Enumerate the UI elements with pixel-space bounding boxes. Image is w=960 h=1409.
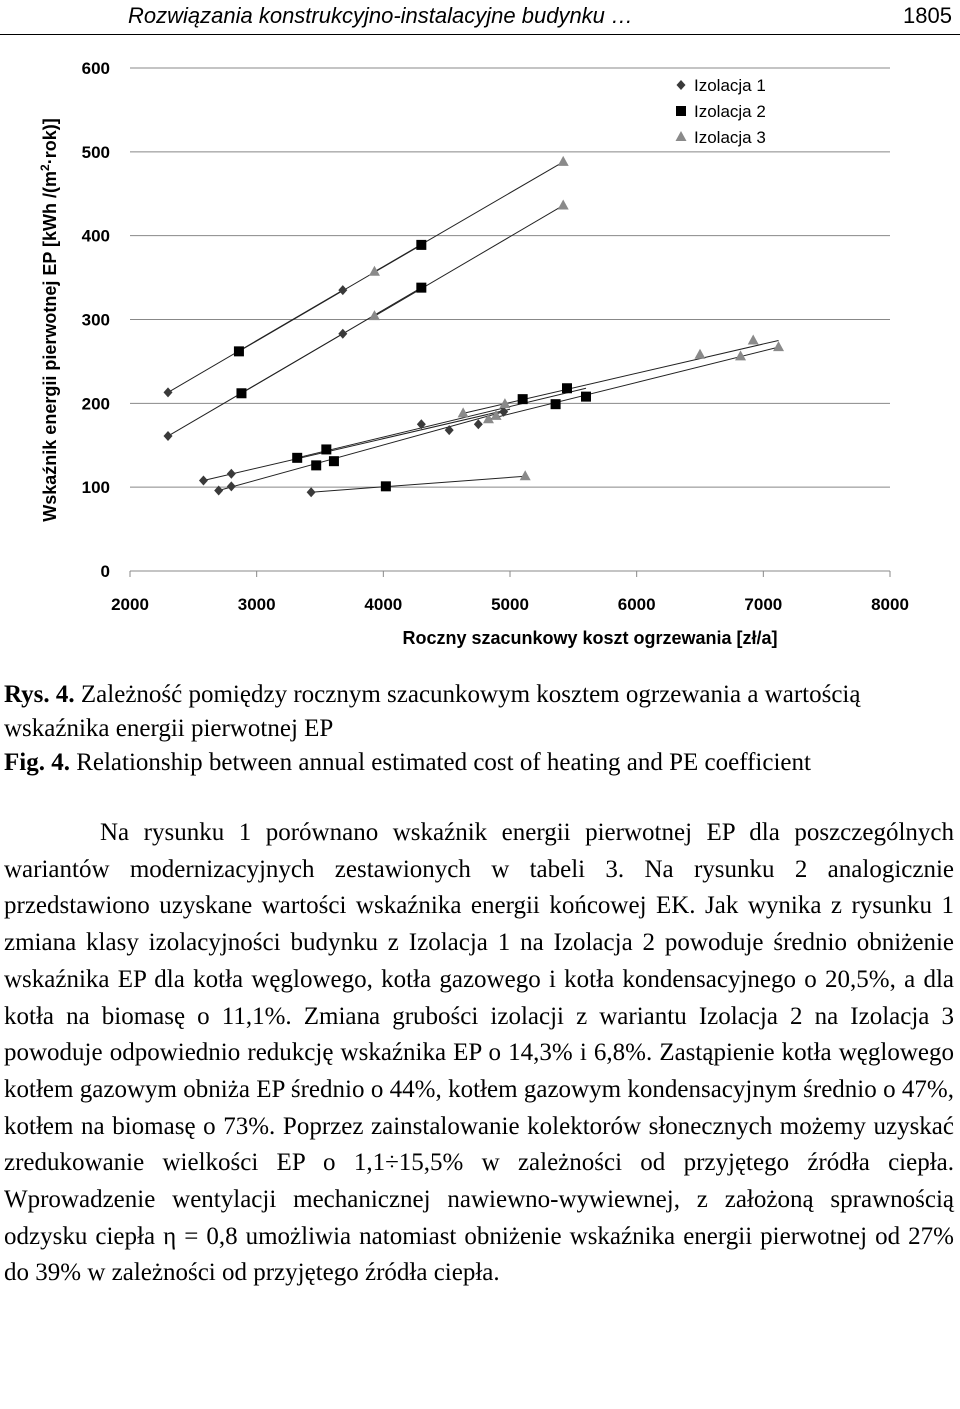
x-tick-6000: 6000: [617, 595, 656, 614]
point-series1-13: [499, 407, 508, 417]
legend: [676, 76, 766, 147]
legend-label-2: Izolacja 2: [694, 102, 766, 121]
point-series2-8: [416, 240, 426, 250]
caption-english: [4, 746, 954, 780]
trend-line-3: [203, 409, 510, 480]
point-series2-3: [292, 453, 302, 463]
legend-label-1: Izolacja 1: [694, 76, 766, 95]
x-tick-2000: 2000: [111, 595, 149, 614]
page-number: 1805: [903, 3, 952, 28]
point-series1-9: [338, 329, 347, 339]
axis-group: [130, 571, 890, 577]
y-axis-label-main: Wskaźnik energii pierwotnej EP [kWh /(m: [40, 170, 60, 522]
y-tick-500: 500: [81, 142, 110, 162]
y-axis-label-sup: 2: [38, 164, 52, 171]
trend-lines: [168, 162, 779, 492]
point-series1-11: [445, 425, 454, 435]
y-tick-200: 200: [81, 394, 110, 414]
point-series2-1: [234, 346, 244, 356]
tick-labels: [82, 59, 909, 614]
trend-line-7: [297, 388, 586, 458]
point-series2-10: [518, 394, 528, 404]
point-series3-10: [695, 349, 706, 359]
body-text: [4, 815, 954, 1292]
figure-caption: [4, 678, 954, 780]
x-tick-5000: 5000: [491, 595, 529, 614]
grid-lines: [130, 68, 890, 487]
point-series2-2: [236, 388, 246, 398]
point-series2-5: [321, 444, 331, 454]
point-series1-10: [417, 419, 426, 429]
point-series1-3: [199, 475, 208, 485]
figure-chart: [34, 50, 934, 660]
legend-marker-3: [676, 131, 687, 141]
running-header-title: Rozwiązania konstrukcyjno-instalacyjne budynku …: [128, 3, 634, 28]
point-series2-6: [329, 456, 339, 466]
point-series2-7: [381, 481, 391, 491]
point-series1-8: [338, 285, 347, 295]
point-series2-12: [562, 383, 572, 393]
y-tick-300: 300: [81, 310, 110, 330]
point-series2-4: [311, 460, 321, 470]
trend-line-4: [219, 412, 504, 491]
trend-line-11: [488, 347, 778, 419]
y-tick-100: 100: [81, 478, 110, 498]
trend-line-9: [374, 205, 563, 316]
x-tick-7000: 7000: [744, 595, 783, 614]
y-tick-400: 400: [81, 226, 110, 246]
point-series1-5: [227, 469, 236, 479]
point-series3-8: [558, 156, 569, 166]
caption-en-text: Relationship between annual estimated cost of heating and PE coefficient: [69, 749, 811, 776]
trend-line-8: [374, 162, 563, 272]
caption-pl-text: Zależność pomiędzy rocznym szacunkowym kosztem ogrzewania a wartością wskaźnika energii pierwotnej EP: [4, 681, 861, 742]
point-series1-1: [164, 387, 173, 397]
point-series2-13: [581, 392, 591, 402]
point-series2-11: [551, 399, 561, 409]
point-series1-12: [474, 419, 483, 429]
point-series3-7: [520, 470, 531, 480]
point-series3-9: [558, 199, 569, 209]
y-tick-0: 0: [100, 562, 110, 581]
x-axis-label: Roczny szacunkowy koszt ogrzewania [zł/a]: [402, 628, 778, 648]
caption-pl-label: Rys. 4.: [4, 681, 75, 708]
x-tick-3000: 3000: [237, 595, 276, 614]
point-series3-13: [773, 341, 784, 351]
data-points: [164, 156, 785, 497]
caption-en-label: Fig. 4.: [4, 749, 70, 776]
scatter-chart: [34, 50, 934, 660]
body-paragraph: Na rysunku 1 porównano wskaźnik energii pierwotnej EP dla poszczególnych wariantów modernizacyjnych zestawionych w tabeli 3. Na rysunku 2 analogicznie przedstawiono uzyskane wartości wskaźnika energii końcowej EK. Jak wynika z rysunku 1 zmiana klasy izolacyjności budynku z Izolacja 1 na Izolacja 2 powoduje średnio obniżenie wskaźnika EP dla kotła węglowego, kotła gazowego i kotła kondensacyjnego o 20,5%, a dla kotła na biomasę o 11,1%. Zmiana grubości izolacji z wariantu Izolacja 2 na Izolacja 3 powoduje odpowiednio redukcję wskaźnika EP o 14,3% i 6,8%. Zastąpienie kotła węglowego kotłem gazowym obniża EP średnio o 44%, kotłem gazowym kondensacyjnym średnio o 47%, kotłem na biomasę o 73%. Poprzez zainstalowanie kolektorów słonecznych możemy uzyskać zredukowanie wielkości EP o 1,1÷15,5% w zależności od przyjętego źródła ciepła. Wprowadzenie wentylacji mechanicznej nawiewno-wywiewnej, z założoną sprawnością odzysku ciepła η = 0,8 umożliwia natomiast obniżenie wskaźnika energii pierwotnej od 27% do 39% w zależności od przyjętego źródła ciepła.: [4, 819, 954, 1287]
y-axis-label-tail: ·rok)]: [40, 118, 60, 165]
trend-line-6: [241, 288, 421, 394]
point-series3-1: [369, 266, 380, 276]
x-tick-8000: 8000: [871, 595, 909, 614]
trend-line-10: [463, 340, 778, 413]
point-series2-9: [416, 283, 426, 293]
point-series1-2: [164, 431, 173, 441]
legend-marker-1: [677, 80, 686, 90]
x-tick-4000: 4000: [364, 595, 403, 614]
point-series1-7: [307, 487, 316, 497]
caption-polish: [4, 678, 954, 746]
trend-line-12: [311, 476, 525, 492]
point-series1-6: [227, 481, 236, 491]
running-header: [0, 0, 960, 35]
point-series3-2: [369, 310, 380, 320]
legend-marker-2: [676, 106, 686, 116]
y-tick-600: 600: [81, 59, 110, 78]
y-axis-label: [38, 118, 60, 521]
point-series3-12: [748, 334, 759, 344]
legend-label-3: Izolacja 3: [694, 128, 766, 147]
